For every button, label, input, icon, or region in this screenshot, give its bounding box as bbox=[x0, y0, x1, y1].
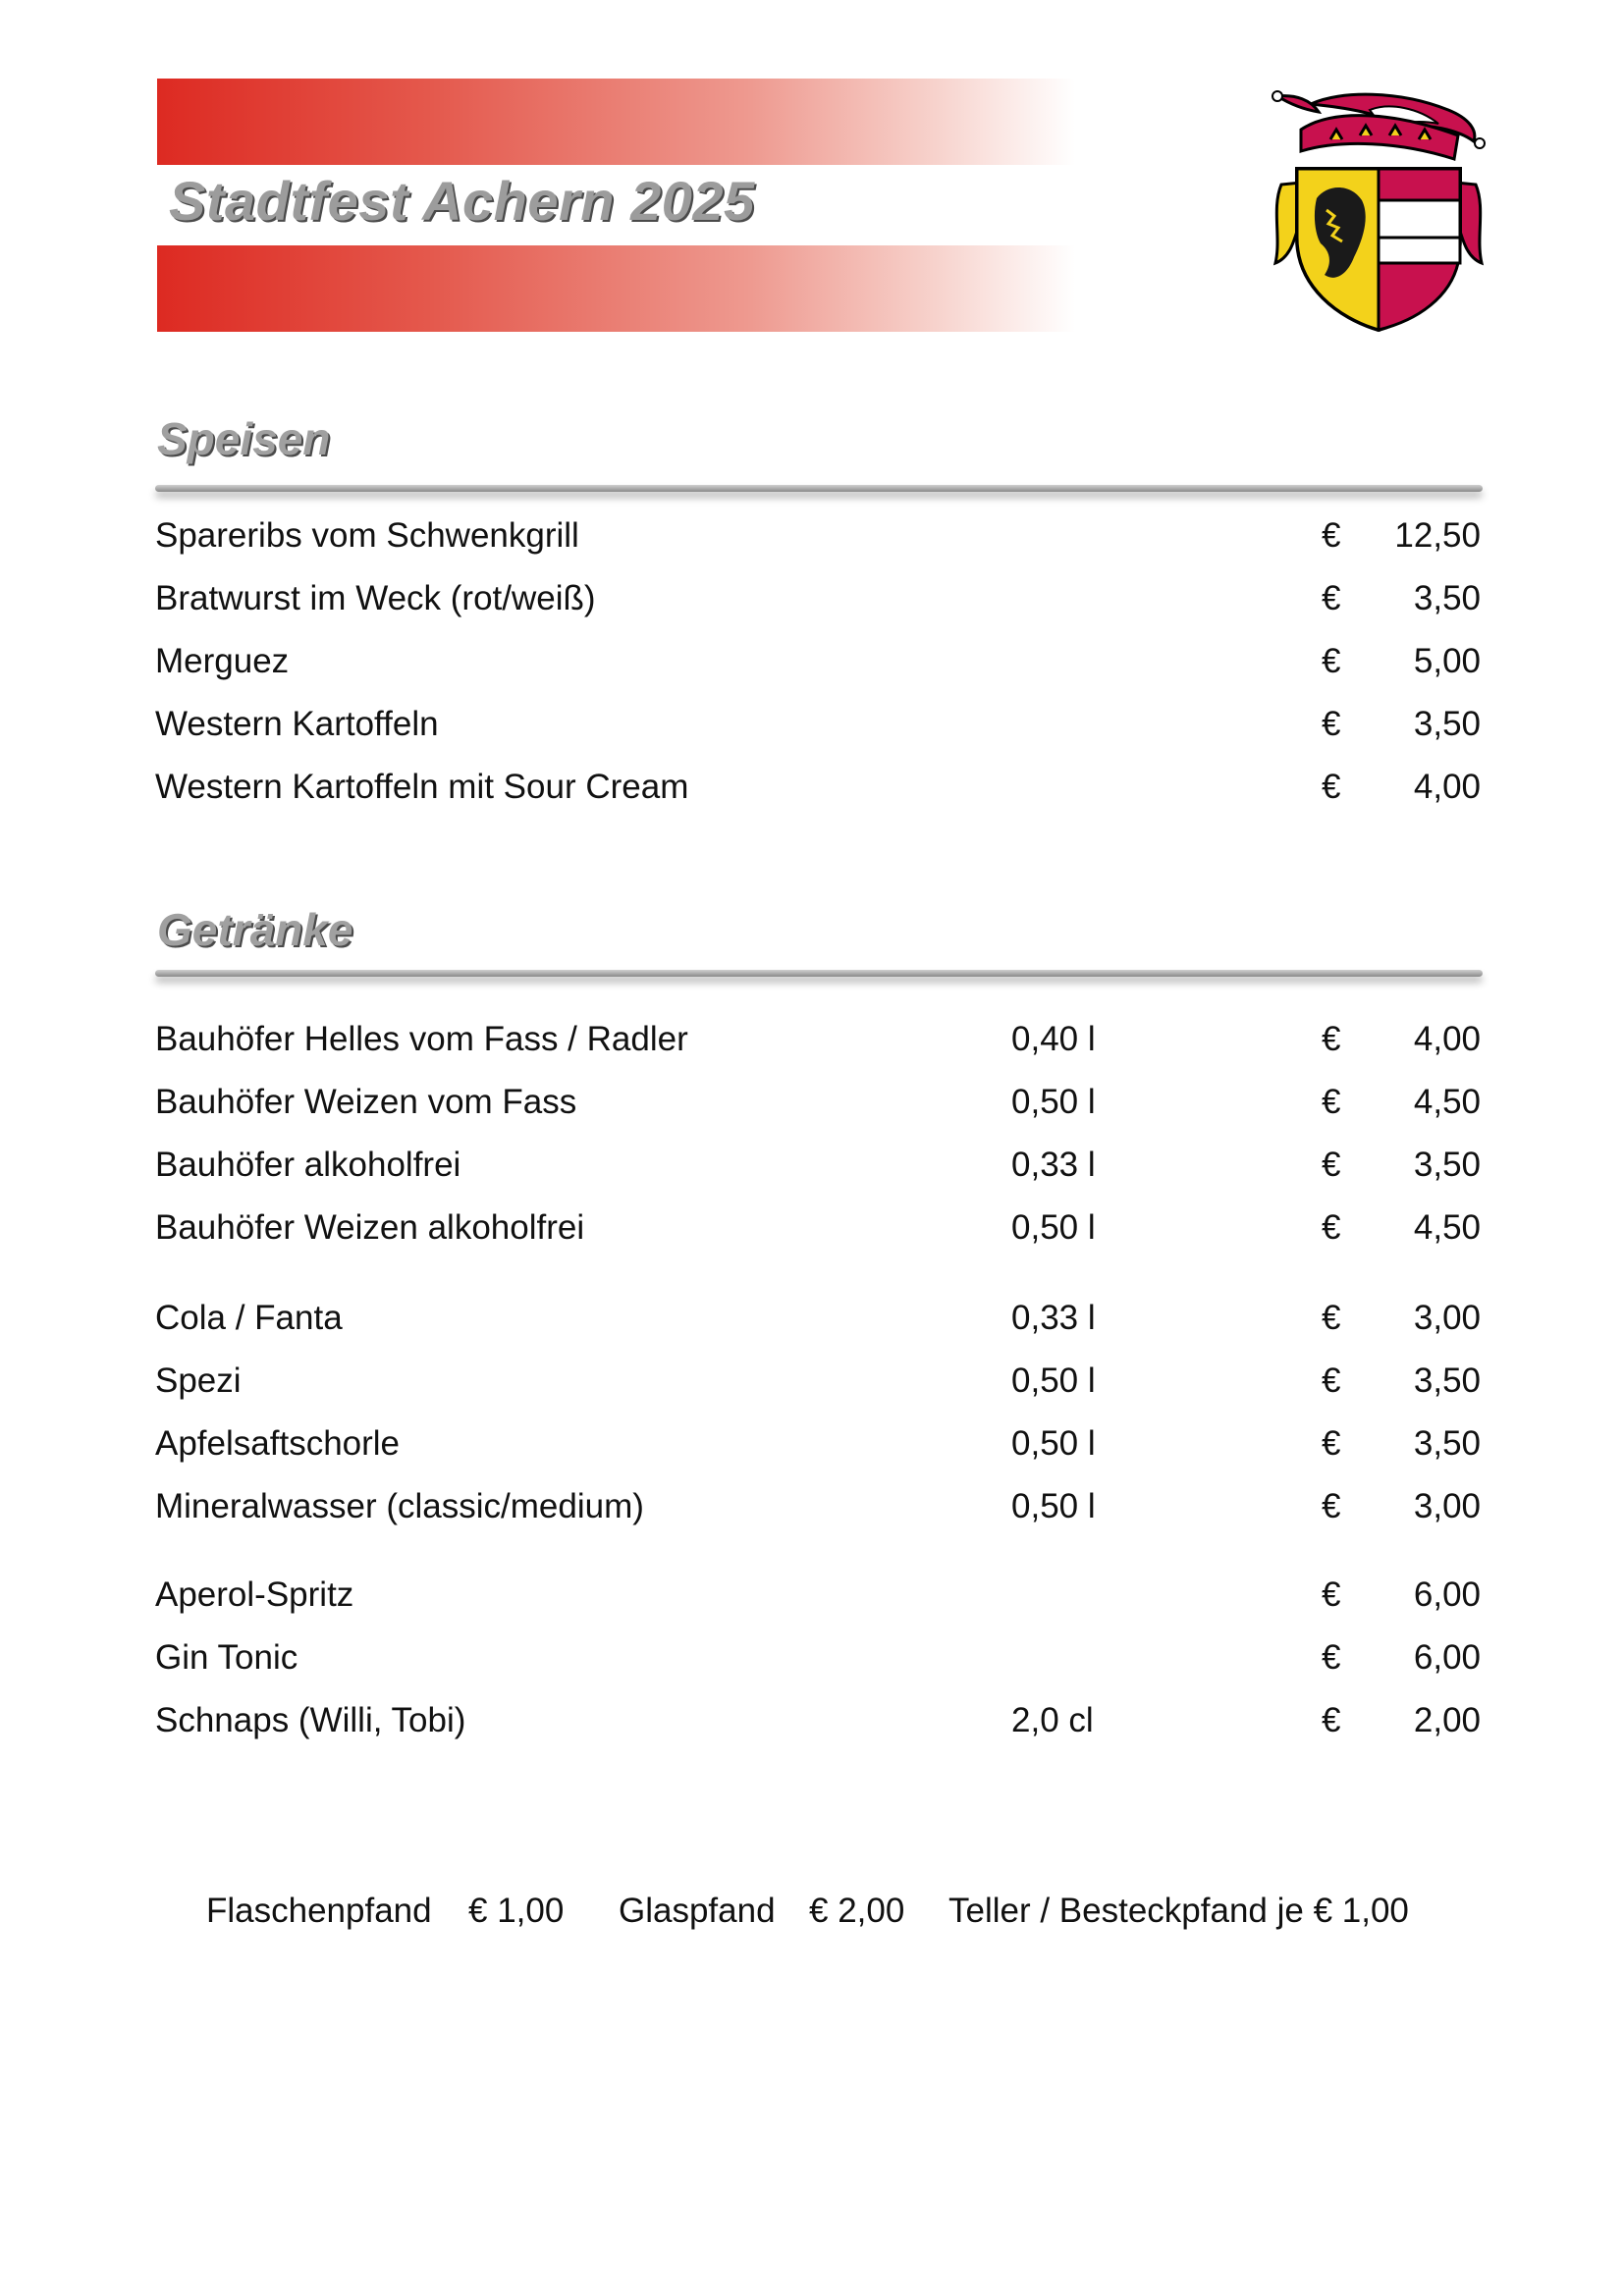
item-price: 5,00 bbox=[1413, 642, 1481, 680]
glaspfand-label: Glaspfand bbox=[619, 1892, 776, 1930]
item-price: 3,00 bbox=[1413, 1299, 1481, 1337]
item-volume: 0,33 l bbox=[1011, 1146, 1096, 1184]
section-divider-getraenke bbox=[155, 970, 1483, 977]
item-name: Bauhöfer alkoholfrei bbox=[155, 1146, 461, 1184]
item-name: Western Kartoffeln mit Sour Cream bbox=[155, 768, 689, 806]
item-price: 3,50 bbox=[1413, 1424, 1481, 1463]
carnival-jester-crest-icon bbox=[1272, 90, 1486, 334]
item-name: Schnaps (Willi, Tobi) bbox=[155, 1701, 466, 1739]
list-item bbox=[0, 574, 1624, 623]
section-divider-speisen bbox=[155, 485, 1483, 492]
item-price: 2,00 bbox=[1413, 1701, 1481, 1739]
section-heading-speisen: Speisen bbox=[157, 413, 331, 464]
header-band-bottom bbox=[157, 245, 1237, 332]
item-price: 4,00 bbox=[1413, 768, 1481, 806]
list-item bbox=[0, 511, 1624, 561]
list-item bbox=[0, 1357, 1624, 1406]
flaschenpfand-price: € 1,00 bbox=[468, 1892, 565, 1930]
header-band-top bbox=[157, 79, 1237, 165]
list-item bbox=[0, 763, 1624, 812]
item-price: 3,50 bbox=[1413, 705, 1481, 743]
item-price: 4,00 bbox=[1413, 1020, 1481, 1058]
item-currency: € bbox=[1322, 1487, 1341, 1525]
list-item bbox=[0, 637, 1624, 686]
item-currency: € bbox=[1322, 1146, 1341, 1184]
item-price: 4,50 bbox=[1413, 1208, 1481, 1247]
item-price: 12,50 bbox=[1394, 516, 1481, 555]
page-title: Stadtfest Achern 2025 bbox=[169, 170, 755, 232]
item-name: Western Kartoffeln bbox=[155, 705, 439, 743]
item-name: Bauhöfer Helles vom Fass / Radler bbox=[155, 1020, 688, 1058]
item-currency: € bbox=[1322, 1362, 1341, 1400]
item-price: 6,00 bbox=[1413, 1638, 1481, 1677]
item-price: 3,00 bbox=[1413, 1487, 1481, 1525]
item-currency: € bbox=[1322, 642, 1341, 680]
item-currency: € bbox=[1322, 1208, 1341, 1247]
teller-besteckpfand: Teller / Besteckpfand je € 1,00 bbox=[948, 1892, 1409, 1930]
item-volume: 0,33 l bbox=[1011, 1299, 1096, 1337]
item-currency: € bbox=[1322, 1083, 1341, 1121]
list-item bbox=[0, 1633, 1624, 1682]
item-name: Gin Tonic bbox=[155, 1638, 298, 1677]
item-name: Bratwurst im Weck (rot/weiß) bbox=[155, 579, 596, 617]
item-currency: € bbox=[1322, 705, 1341, 743]
glaspfand-price: € 2,00 bbox=[809, 1892, 905, 1930]
item-volume: 0,50 l bbox=[1011, 1362, 1096, 1400]
section-heading-getraenke: Getränke bbox=[157, 904, 353, 955]
item-currency: € bbox=[1322, 579, 1341, 617]
item-name: Bauhöfer Weizen alkoholfrei bbox=[155, 1208, 585, 1247]
item-volume: 0,50 l bbox=[1011, 1083, 1096, 1121]
list-item bbox=[0, 1419, 1624, 1468]
item-volume: 0,50 l bbox=[1011, 1487, 1096, 1525]
item-name: Bauhöfer Weizen vom Fass bbox=[155, 1083, 577, 1121]
item-volume: 0,50 l bbox=[1011, 1424, 1096, 1463]
item-currency: € bbox=[1322, 1424, 1341, 1463]
list-item bbox=[0, 1482, 1624, 1531]
item-name: Mineralwasser (classic/medium) bbox=[155, 1487, 644, 1525]
list-item bbox=[0, 1294, 1624, 1343]
item-name: Cola / Fanta bbox=[155, 1299, 343, 1337]
list-item bbox=[0, 1203, 1624, 1253]
item-currency: € bbox=[1322, 1020, 1341, 1058]
item-name: Apfelsaftschorle bbox=[155, 1424, 401, 1463]
item-currency: € bbox=[1322, 1575, 1341, 1614]
item-currency: € bbox=[1322, 1701, 1341, 1739]
item-currency: € bbox=[1322, 768, 1341, 806]
item-name: Spezi bbox=[155, 1362, 242, 1400]
list-item bbox=[0, 700, 1624, 749]
list-item bbox=[0, 1571, 1624, 1620]
item-price: 3,50 bbox=[1413, 579, 1481, 617]
list-item bbox=[0, 1696, 1624, 1745]
item-volume: 0,40 l bbox=[1011, 1020, 1096, 1058]
item-price: 3,50 bbox=[1413, 1146, 1481, 1184]
item-price: 6,00 bbox=[1413, 1575, 1481, 1614]
flaschenpfand-label: Flaschenpfand bbox=[206, 1892, 432, 1930]
list-item bbox=[0, 1015, 1624, 1064]
item-name: Spareribs vom Schwenkgrill bbox=[155, 516, 579, 555]
item-name: Aperol-Spritz bbox=[155, 1575, 354, 1614]
item-currency: € bbox=[1322, 516, 1341, 555]
item-currency: € bbox=[1322, 1299, 1341, 1337]
item-volume: 0,50 l bbox=[1011, 1208, 1096, 1247]
item-price: 3,50 bbox=[1413, 1362, 1481, 1400]
list-item bbox=[0, 1141, 1624, 1190]
item-volume: 2,0 cl bbox=[1011, 1701, 1094, 1739]
item-name: Merguez bbox=[155, 642, 290, 680]
list-item bbox=[0, 1078, 1624, 1127]
item-currency: € bbox=[1322, 1638, 1341, 1677]
item-price: 4,50 bbox=[1413, 1083, 1481, 1121]
